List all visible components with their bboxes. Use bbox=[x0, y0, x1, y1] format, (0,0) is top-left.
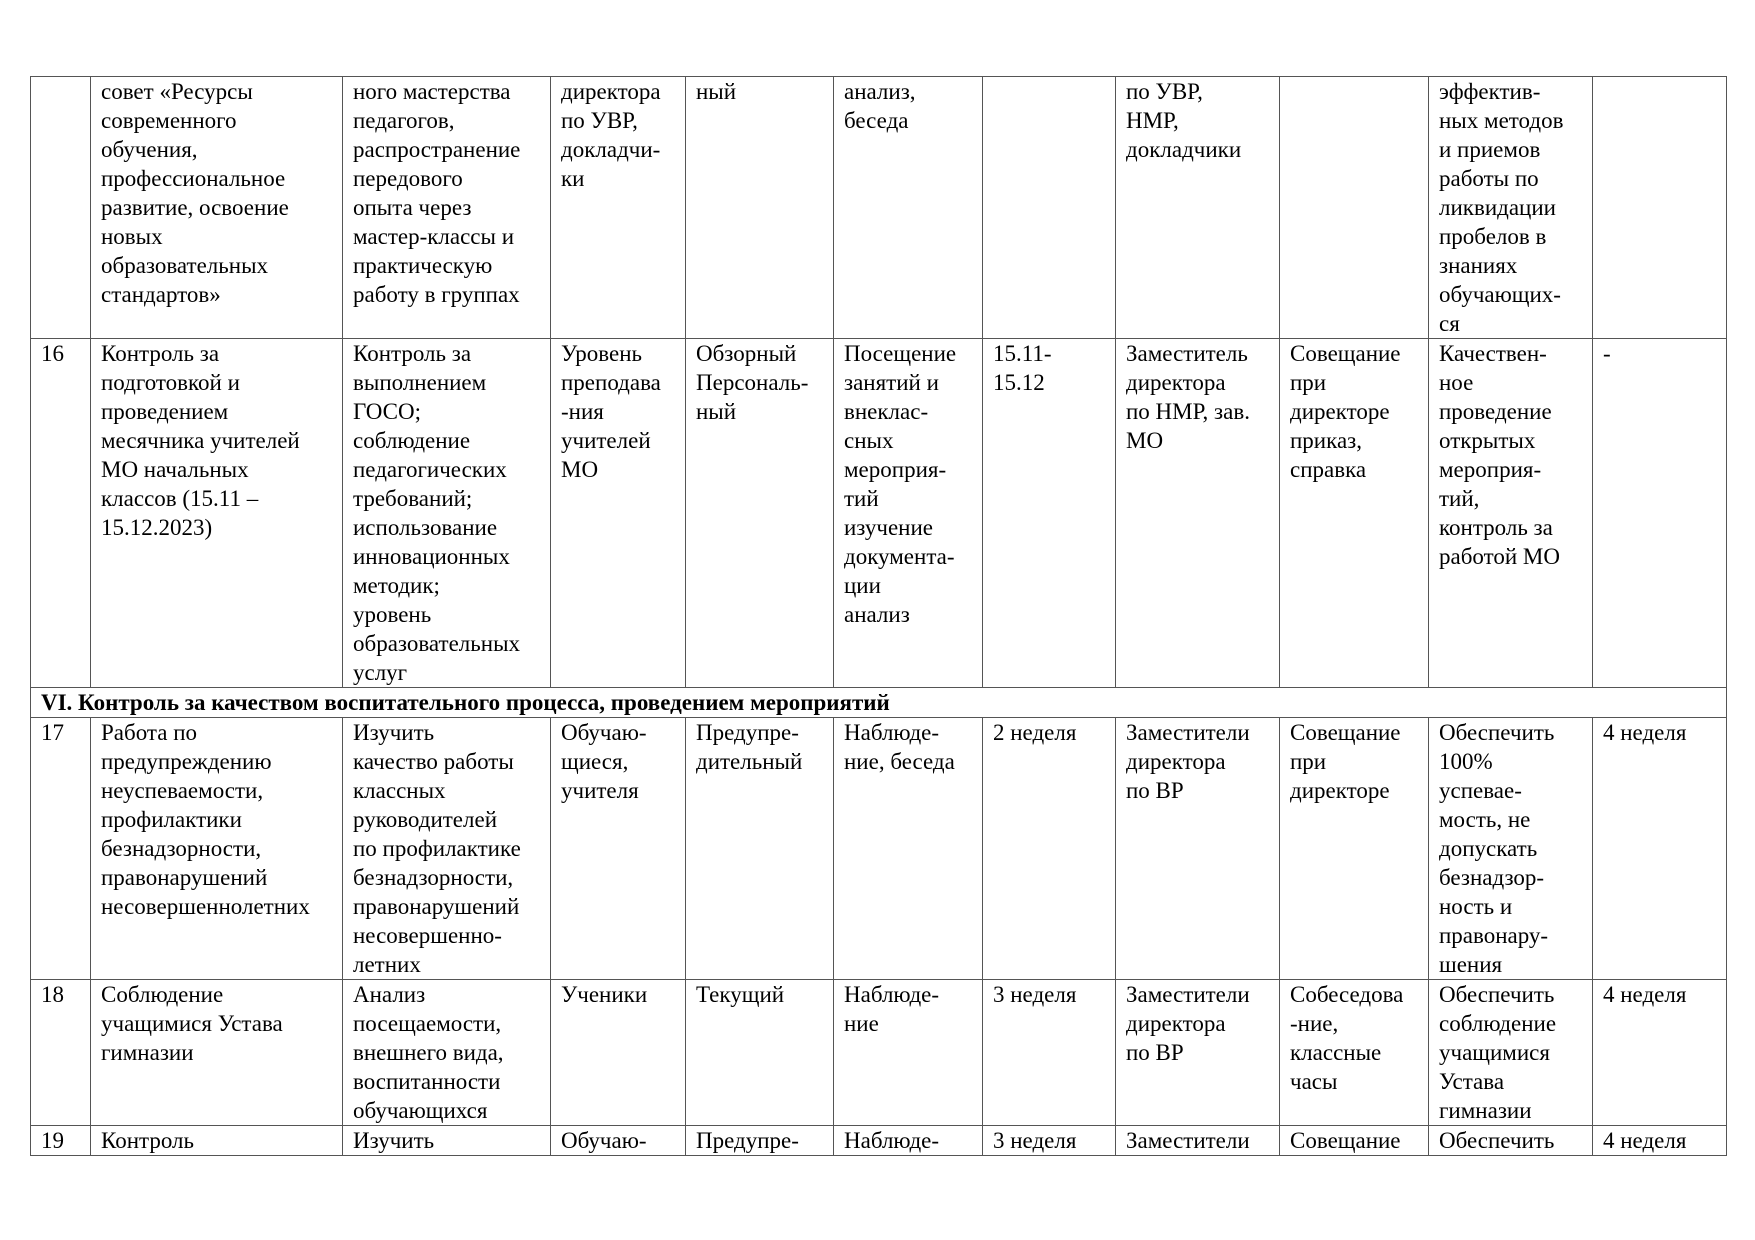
row-number-cell: 18 bbox=[31, 980, 91, 1126]
control-object-cell: Ученики bbox=[551, 980, 686, 1126]
control-object-cell: Уровень преподава -ния учителей МО bbox=[551, 339, 686, 688]
table-row bbox=[31, 718, 1727, 980]
management-decision-cell: Обеспечить 100% успевае- мость, не допускать безнадзор- ность и правонару- шения bbox=[1429, 718, 1593, 980]
recheck-cell: - bbox=[1593, 339, 1727, 688]
summary-place-cell: Совещание при директоре приказ, справка bbox=[1280, 339, 1429, 688]
summary-place-cell: Собеседова -ние, классные часы bbox=[1280, 980, 1429, 1126]
section-heading: VI. Контроль за качеством воспитательного процесса, проведением мероприятий bbox=[31, 688, 1727, 718]
control-date-cell bbox=[983, 77, 1116, 339]
control-topic-cell: Работа по предупреждению неуспеваемости, профилактики безнадзорности, правонарушений несовершеннолетних bbox=[91, 718, 343, 980]
control-goal-cell: Контроль за выполнением ГОСО; соблюдение педагогических требований; использование инновационных методик; уровень образовательных услуг bbox=[343, 339, 551, 688]
control-method-cell: анализ, беседа bbox=[834, 77, 983, 339]
row-number-cell: 19 bbox=[31, 1126, 91, 1156]
control-goal-cell: Изучить качество работы классных руководителей по профилактике безнадзорности, правонарушений несовершенно- летних bbox=[343, 718, 551, 980]
control-object-cell: Обучаю- щиеся, учителя bbox=[551, 718, 686, 980]
table-row bbox=[31, 980, 1727, 1126]
control-object-cell: директора по УВР, докладчи- ки bbox=[551, 77, 686, 339]
control-goal-cell: Анализ посещаемости, внешнего вида, воспитанности обучающихся bbox=[343, 980, 551, 1126]
control-topic-cell: Контроль bbox=[91, 1126, 343, 1156]
summary-place-cell: Совещание при директоре bbox=[1280, 718, 1429, 980]
control-method-cell: Наблюде- ние bbox=[834, 980, 983, 1126]
control-topic-cell: Соблюдение учащимися Устава гимназии bbox=[91, 980, 343, 1126]
control-date-cell: 2 неделя bbox=[983, 718, 1116, 980]
responsible-cell: по УВР, НМР, докладчики bbox=[1116, 77, 1280, 339]
table-row bbox=[31, 77, 1727, 339]
control-goal-cell: Изучить bbox=[343, 1126, 551, 1156]
control-topic-cell: совет «Ресурсы современного обучения, профессиональное развитие, освоение новых образовательных стандартов» bbox=[91, 77, 343, 339]
summary-place-cell: Совещание bbox=[1280, 1126, 1429, 1156]
management-decision-cell: Обеспечить bbox=[1429, 1126, 1593, 1156]
control-method-cell: Наблюде- ние, беседа bbox=[834, 718, 983, 980]
recheck-cell: 4 неделя bbox=[1593, 1126, 1727, 1156]
row-number-cell: 16 bbox=[31, 339, 91, 688]
control-type-cell: Предупре- дительный bbox=[686, 718, 834, 980]
row-number-cell: 17 bbox=[31, 718, 91, 980]
responsible-cell: Заместитель директора по НМР, зав. МО bbox=[1116, 339, 1280, 688]
responsible-cell: Заместители bbox=[1116, 1126, 1280, 1156]
control-method-cell: Наблюде- bbox=[834, 1126, 983, 1156]
control-topic-cell: Контроль за подготовкой и проведением месячника учителей МО начальных классов (15.11 – 15.12.2023) bbox=[91, 339, 343, 688]
recheck-cell: 4 неделя bbox=[1593, 718, 1727, 980]
control-type-cell: Текущий bbox=[686, 980, 834, 1126]
management-decision-cell: Обеспечить соблюдение учащимися Устава гимназии bbox=[1429, 980, 1593, 1126]
control-date-cell: 3 неделя bbox=[983, 980, 1116, 1126]
responsible-cell: Заместители директора по ВР bbox=[1116, 718, 1280, 980]
control-type-cell: Предупре- bbox=[686, 1126, 834, 1156]
control-date-cell: 3 неделя bbox=[983, 1126, 1116, 1156]
recheck-cell: 4 неделя bbox=[1593, 980, 1727, 1126]
control-method-cell: Посещение занятий и внеклас- сных мероприя- тий изучение документа- ции анализ bbox=[834, 339, 983, 688]
control-type-cell: Обзорный Персональ- ный bbox=[686, 339, 834, 688]
section-heading-row bbox=[31, 688, 1727, 718]
table-row bbox=[31, 339, 1727, 688]
recheck-cell bbox=[1593, 77, 1727, 339]
control-plan-table bbox=[30, 76, 1727, 1156]
control-date-cell: 15.11- 15.12 bbox=[983, 339, 1116, 688]
control-goal-cell: ного мастерства педагогов, распространение передового опыта через мастер-классы и практическую работу в группах bbox=[343, 77, 551, 339]
control-type-cell: ный bbox=[686, 77, 834, 339]
summary-place-cell bbox=[1280, 77, 1429, 339]
control-object-cell: Обучаю- bbox=[551, 1126, 686, 1156]
management-decision-cell: Качествен- ное проведение открытых мероприя- тий, контроль за работой МО bbox=[1429, 339, 1593, 688]
table-row bbox=[31, 1126, 1727, 1156]
management-decision-cell: эффектив- ных методов и приемов работы по ликвидации пробелов в знаниях обучающих- ся bbox=[1429, 77, 1593, 339]
row-number-cell bbox=[31, 77, 91, 339]
responsible-cell: Заместители директора по ВР bbox=[1116, 980, 1280, 1126]
